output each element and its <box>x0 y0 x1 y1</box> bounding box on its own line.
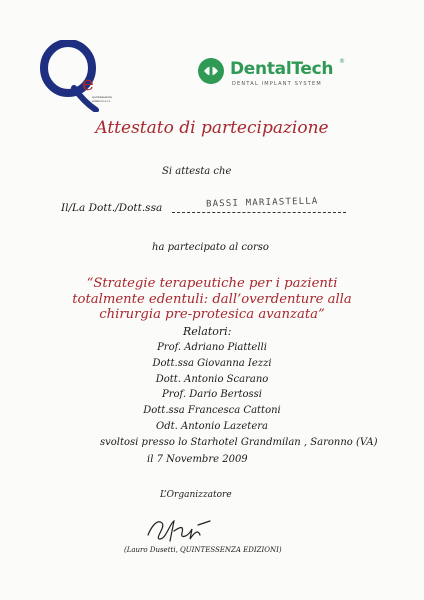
recipient-name: BASSI MARIASTELLA <box>205 196 319 210</box>
signature-caption: (Lauro Dusetti, QUINTESSENZA EDIZIONI) <box>124 546 282 554</box>
event-date: il 7 Novembre 2009 <box>147 454 248 465</box>
attesta-text: Si attesta che <box>162 166 232 177</box>
recipient-line <box>172 212 346 213</box>
course-title-line: chirurgia pre-protesica avanzata” <box>99 307 325 322</box>
dentaltech-name: DentalTech <box>230 59 334 79</box>
course-title <box>0 276 424 323</box>
course-title-line: “Strategie terapeutiche per i pazienti <box>86 276 338 291</box>
speaker-name: Odt. Antonio Lazetera <box>156 420 268 432</box>
organizer-label: L’Organizzatore <box>160 490 232 500</box>
speaker-name: Dott.ssa Giovanna Iezzi <box>152 357 272 369</box>
certificate-title: Attestato di partecipazione <box>95 118 329 138</box>
signature-image <box>140 505 220 547</box>
recipient-label: Il/La Dott./Dott.ssa <box>61 202 163 214</box>
participated-text: ha partecipato al corso <box>152 242 269 253</box>
speaker-name: Prof. Adriano Piattelli <box>157 342 267 353</box>
dentaltech-tagline: DENTAL IMPLANT SYSTEM <box>232 81 322 87</box>
relatori-label: Relatori: <box>183 325 232 338</box>
course-title-line: totalmente edentuli: dall’overdenture alla <box>72 291 352 307</box>
svg-text:e: e <box>82 71 94 95</box>
dentaltech-registered: ® <box>339 58 345 65</box>
speaker-name: Dott. Antonio Scarano <box>155 373 269 385</box>
speakers-list <box>0 340 424 435</box>
dentaltech-logo <box>196 56 346 90</box>
q-logo-caption: quintessenza edizioni s.r.l. <box>92 95 112 103</box>
quintessenza-logo <box>38 40 128 112</box>
dentaltech-emblem-icon <box>196 56 226 86</box>
speaker-name: Dott.ssa Francesca Cattoni <box>143 405 281 417</box>
speaker-name: Prof. Dario Bertossi <box>162 389 262 401</box>
event-location: svoltosi presso lo Starhotel Grandmilan , Saronno (VA) <box>100 437 378 448</box>
